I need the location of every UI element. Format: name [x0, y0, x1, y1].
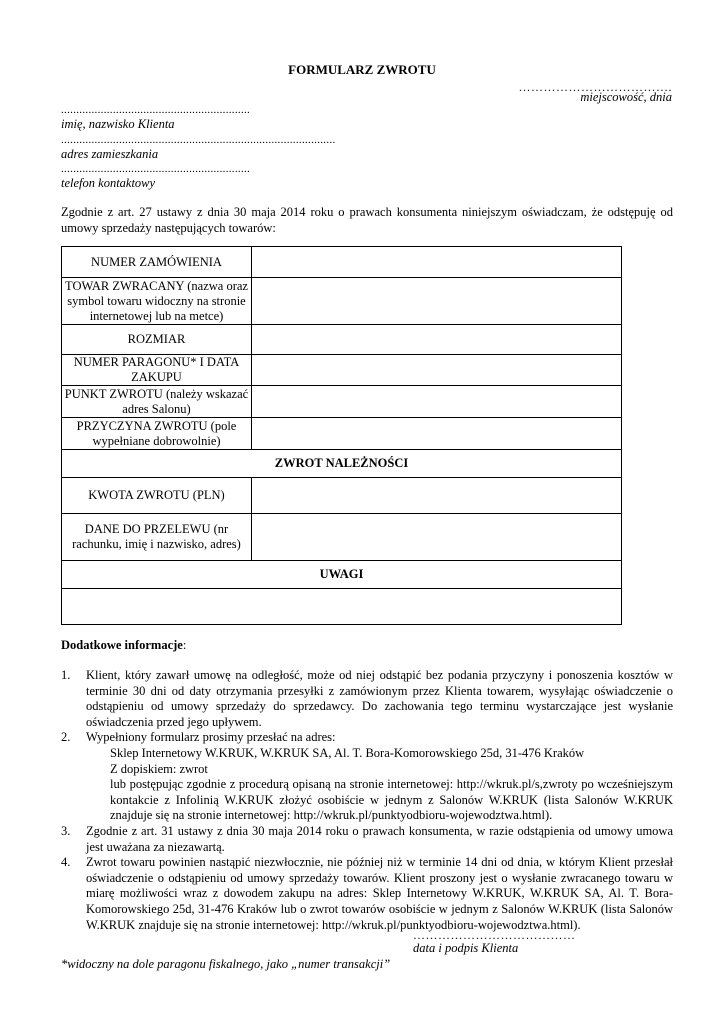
returned-item-label: TOWAR ZWRACANY (nazwa oraz symbol towaru widoczny na stronie internetowej lub na metce): [62, 278, 252, 325]
return-point-label: PUNKT ZWROTU (należy wskazać adres Salonu): [62, 386, 252, 418]
order-number-label: NUMER ZAMÓWIENIA: [62, 247, 252, 278]
list-item: 3. Zgodnie z art. 31 ustawy z dnia 30 maja 2014 roku o prawach konsumenta, w razie odstąpienia od umowy umowa jest uważana za niezawartą.: [61, 823, 673, 854]
list-item: 4. Zwrot towaru powinien nastąpić niezwłocznie, nie później niż w terminie 14 dni od dnia, w którym Klient przesłał oświadczenie o odstąpieniu od umowy sprzedaży towarów. Klient proszony jest o wysłanie zwracanego towaru w miarę możliwości wraz z dowodem zakupu na adres: Sklep Internetowy W.KRUK, W.KRUK SA, Al. T. Bora-Komorowskiego 25d, 31-476 Kraków lub o zwrot towarów osobiście w jednym z Salonów W.KRUK (lista Salonów W.KRUK znajduje się na stronie internetowej: http://wkruk.pl/punktyodbioru-wojewodztwa.html).: [61, 855, 673, 932]
signature-dots: …………………………………: [413, 928, 576, 942]
notes-field[interactable]: [62, 589, 622, 625]
transfer-data-field[interactable]: [252, 514, 622, 561]
size-label: ROZMIAR: [62, 325, 252, 355]
returned-item-field[interactable]: [252, 278, 622, 325]
refund-amount-field[interactable]: [252, 478, 622, 514]
return-note: Z dopiskiem: zwrot: [110, 761, 208, 776]
phone-field-dots: ..............................................................: [61, 163, 251, 175]
reason-field[interactable]: [252, 418, 622, 450]
intro-statement: Zgodnie z art. 27 ustawy z dnia 30 maja 2014 roku o prawach konsumenta niniejszym oświadczam, że odstępuję od umowy sprzedaży następujących towarów:: [61, 205, 673, 235]
list-item: 1. Klient, który zawarł umowę na odległość, może od niej odstąpić bez podania przyczyny i ponoszenia kosztów w terminie 30 dni od daty otrzymania przesyłki z zamówionym przez Klienta towarem, wysyłając oświadczenie o odstąpieniu od umowy sprzedaży do sprzedawcy. Do zachowania tego terminu wystarczające jest wysłanie oświadczenia przed jego upływem.: [61, 668, 673, 729]
address-field-dots: ..........................................................................................: [61, 134, 336, 146]
alternative-procedure: lub postępując zgodnie z procedurą opisaną na stronie internetowej: http://wkruk.pl/s,zwroty po wcześniejszym kontakcie z Infolinią W.KRUK złożyć osobiście w jednym z Salonów W.KRUK (lista Salonów W.KRUK znajduje się na stronie internetowej: http://wkruk.pl/punktyodbioru-wojewodztwa.html).: [110, 777, 673, 823]
receipt-field[interactable]: [252, 355, 622, 386]
name-field-dots: ..............................................................: [61, 104, 251, 116]
name-field-label: imię, nazwisko Klienta: [61, 117, 175, 131]
signature-label: data i podpis Klienta: [413, 941, 519, 955]
additional-info-list: [61, 668, 673, 933]
order-number-field[interactable]: [252, 247, 622, 278]
footnote: *widoczny na dole paragonu fiskalnego, jako „numer transakcji”: [61, 957, 391, 971]
page-title: FORMULARZ ZWROTU: [288, 62, 436, 77]
return-point-field[interactable]: [252, 386, 622, 418]
address-field-label: adres zamieszkania: [61, 147, 159, 161]
place-date-label: miejscowość, dnia: [580, 90, 672, 104]
size-field[interactable]: [252, 325, 622, 355]
place-date-dots: ……………………………….: [518, 80, 672, 94]
shop-address: Sklep Internetowy W.KRUK, W.KRUK SA, Al. T. Bora-Komorowskiego 25d, 31-476 Kraków: [110, 745, 585, 760]
refund-amount-label: KWOTA ZWROTU (PLN): [62, 478, 252, 514]
phone-field-label: telefon kontaktowy: [61, 176, 156, 190]
refund-header: ZWROT NALEŻNOŚCI: [62, 450, 622, 478]
notes-header: UWAGI: [62, 561, 622, 589]
receipt-label: NUMER PARAGONU* I DATA ZAKUPU: [62, 355, 252, 386]
reason-label: PRZYCZYNA ZWROTU (pole wypełniane dobrowolnie): [62, 418, 252, 450]
list-item: 2. Wypełniony formularz prosimy przesłać na adres: Sklep Internetowy W.KRUK, W.KRUK SA, Al. T. Bora-Komorowskiego 25d, 31-476 Kraków Z dopiskiem: zwrot lub postępując zgodnie z procedurą opisaną na stronie internetowej: http://wkruk.pl/s,zwroty po wcześniejszym kontakcie z Infolinią W.KRUK złożyć osobiście w jednym z Salonów W.KRUK (lista Salonów W.KRUK znajduje się na stronie internetowej: http://wkruk.pl/punktyodbioru-wojewodztwa.html).: [61, 730, 673, 823]
transfer-data-label: DANE DO PRZELEWU (nr rachunku, imię i nazwisko, adres): [62, 514, 252, 561]
additional-info-title: Dodatkowe informacje:: [61, 638, 187, 652]
return-form-table: [61, 246, 622, 625]
